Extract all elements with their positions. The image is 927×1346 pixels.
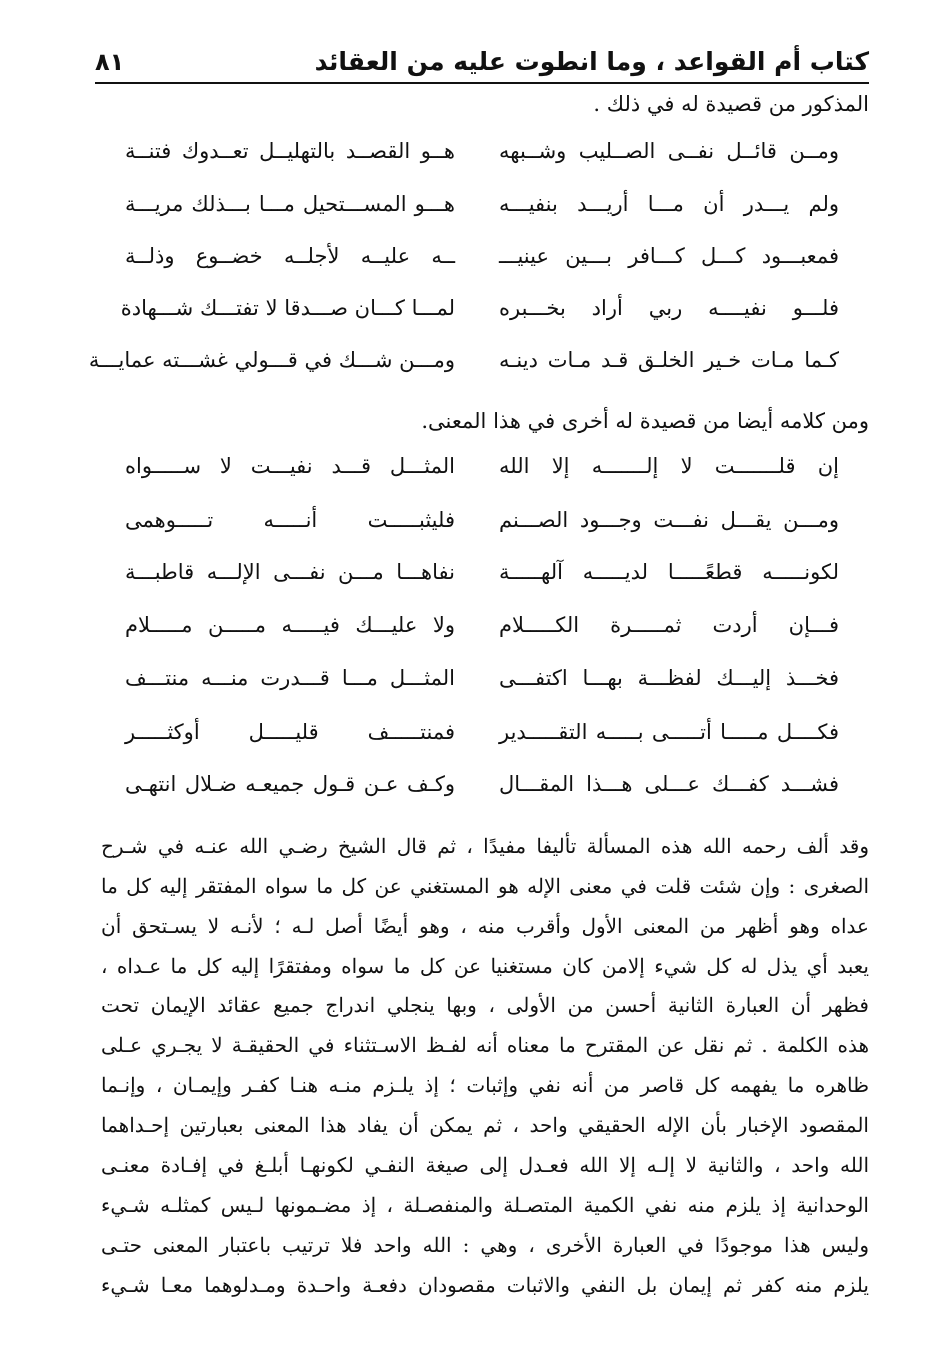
poem2-verse-5-first-hemistich: فخـــذ إليـــك لفظـــة بهـــا اكتفـــى (499, 666, 839, 690)
prose-line-5: فظهر أن العبارة الثانية أحسن من الأولى ، وبها ينجلي اندراج جميع عقائد الإيمان تحت (101, 993, 869, 1017)
poem1-verse-1-second-hemistich: هــو القصــد بالتهليــل تعــدوك فتنــة (125, 139, 455, 163)
poem1-verse-5-first-hemistich: كـما مـات خـير الخلـق قـد مـات دينـه (499, 348, 839, 372)
poem2-verse-6-first-hemistich: فكــــل مـــــا أتـــــى بـــــه التقـــــدير (499, 720, 839, 744)
prose-line-6: هذه الكلمة . ثم نقل عن المقترح ما معناه أنه لفـظ الاسـتثناء في الحقيقـة لا يجـري عـلى (101, 1033, 869, 1057)
poem2-verse-7-first-hemistich: فشـــد كفـــك عـــلى هـــذا المقـــال (499, 772, 839, 796)
poem2-verse-1-first-hemistich: إن قلـــــــت لا إلـــــــه إلا الله (499, 454, 839, 478)
poem2-verse-3-second-hemistich: نفاهـــا مـــن نفـــى الإلـــه قاطبـــة (125, 560, 455, 584)
poem2-verse-1-second-hemistich: المثـــل قـــد نفيـــت لا ســـــواه (125, 454, 455, 478)
prose-line-1: وقد ألف رحمه الله هذه المسألة تأليفا مفيدًا ، ثم قال الشيخ رضـي الله عنـه في شـرح (101, 834, 869, 858)
running-header-title: كتاب أم القواعد ، وما انطوت عليه من العقائد (314, 47, 869, 76)
prose-line-7: ظاهره ما يفهمه كل قاصر من أنه نفي وإثبات ؛ إذ يلـزم منـه هنـا كفـر وإيمـان ، وإنـما (101, 1073, 869, 1097)
intro-line-2: ومن كلامه أيضا من قصيدة له أخرى في هذا المعنى. (421, 409, 869, 433)
poem2-verse-4-second-hemistich: ولا عليـــك فيـــــه مـــــن مـــــلام (125, 613, 455, 637)
poem1-verse-4-second-hemistich: لمـــا كـــان صـــدقا لا تفتـــك شـــهادة (120, 296, 455, 320)
prose-line-11: وليس هذا موجودًا في العبارة الأخرى ، وهي : الله واحد فلا ترتيب باعتبار المعنى حتـى (101, 1233, 869, 1257)
poem1-verse-2-first-hemistich: ولم يـــدر أن مـــا أريـــد بنفيـــه (499, 192, 839, 216)
poem1-verse-3-second-hemistich: ــه عليــه لأجلــه خضــوع وذلــة (125, 244, 455, 268)
header-divider (95, 82, 869, 84)
page-number: ٨١ (95, 48, 125, 76)
poem2-verse-6-second-hemistich: فمنتـــــف قليـــــل أوكثـــــر (125, 720, 455, 744)
poem1-verse-4-first-hemistich: فلـــو نفيــــه ربي أراد بخـــبره (499, 296, 839, 320)
prose-line-12: يلزم منه كفر ثم إيمان بل النفي والاثبات مقصودان دفعـة واحـدة ومـدلوهما معـا شـيء (101, 1273, 869, 1297)
poem1-verse-3-first-hemistich: فمعبـــود كـــل كـــافر بـــين عينيـــ (499, 244, 839, 268)
prose-line-4: يعبد أي يذل له كل شيء إلامن كان مستغنيا عن كل ما سواه ومفتقرًا إليه كل ما عـداه ، (101, 954, 869, 978)
poem2-verse-3-first-hemistich: لكونـــــه قطعًـــــا لديـــــه آلهـــــة (499, 560, 839, 584)
running-header (95, 36, 869, 76)
intro-line-1: المذكور من قصيدة له في ذلك . (593, 92, 869, 116)
poem2-verse-5-second-hemistich: المثـــل مـــا قـــدرت منـــه منتـــف (125, 666, 455, 690)
prose-line-10: الوحدانية إذ يلزم منه نفي الكمية المتصـلة والمنفصـلة ، إذ مضـمونها لـيس كمثلـه شـيء (101, 1193, 869, 1217)
poem1-verse-5-second-hemistich: ومـــن شـــك في قـــولي غشـــته عمايـــة (88, 348, 455, 372)
poem2-verse-4-first-hemistich: فـــإن أردت ثمـــــرة الكـــــلام (499, 613, 839, 637)
prose-line-8: المقصود الإخبار بأن الإله الحقيقي واحد ، ثم يمكن أن يفاد هذا المعنى بعبارتين إحـداهما (101, 1113, 869, 1137)
poem1-verse-1-first-hemistich: ومــن قائــل نفــى الصــليب وشــبهه (499, 139, 839, 163)
poem2-verse-2-second-hemistich: فليثبـــــت أنـــــه تـــــوهمى (125, 508, 455, 532)
prose-line-2: الصغرى : وإن شئت قلت في معنى الإله هو المستغني عن كل ما سواه المفتقر إليه كل ما (101, 874, 869, 898)
poem2-verse-7-second-hemistich: وكـف عـن قـول جميعـه ضـلال انتهـى (125, 772, 455, 796)
prose-line-3: عداه وهو أظهر من المعنى الأول وأقرب منه ، وهو أيضًا أصل لـه ؛ لأنـه لا يسـتحق أن (101, 914, 869, 938)
poem1-verse-2-second-hemistich: هـــو المســـتحيل مـــا بـــذلك مريـــة (125, 192, 455, 216)
poem2-verse-2-first-hemistich: ومـــن يقـــل نفـــت وجـــود الصـــنم (499, 508, 839, 532)
prose-line-9: الله واحد ، والثانية لا إلـه إلا الله فعـدل إلى صيغة النفـي لكونهـا أبلـغ في إفـادة معنـى (101, 1153, 869, 1177)
